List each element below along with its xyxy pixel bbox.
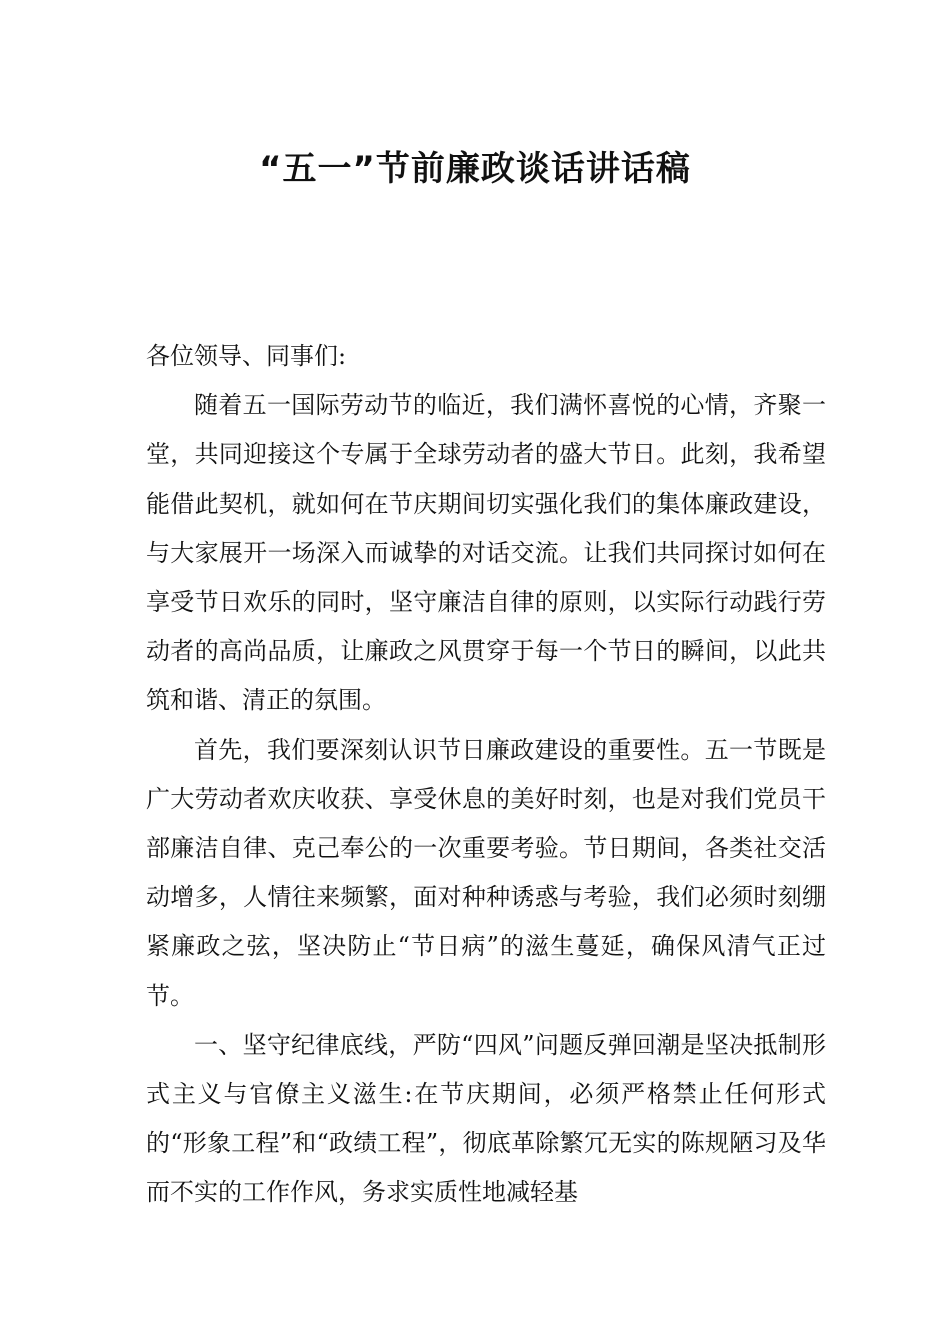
document-body — [146, 332, 826, 1218]
document-title: “五一”节前廉政谈话讲话稿 — [259, 149, 691, 189]
paragraph-2: 首先，我们要深刻认识节日廉政建设的重要性。五一节既是广大劳动者欢庆收获、享受休息的美好时刻，也是对我们党员干部廉洁自律、克己奉公的一次重要考验。节日期间，各类社交活动增多，人情往来频繁，面对种种诱惑与考验，我们必须时刻绷紧廉政之弦，坚决防止“节日病”的滋生蔓延，确保风清气正过节。 — [146, 735, 826, 1010]
paragraph-3: 一、坚守纪律底线，严防“四风”问题反弹回潮是坚决抵制形式主义与官僚主义滋生:在节庆期间，必须严格禁止任何形式的“形象工程”和“政绩工程”，彻底革除繁冗无实的陈规陋习及华而不实的工作作风，务求实质性地减轻基 — [146, 1030, 826, 1207]
paragraph-1: 随着五一国际劳动节的临近，我们满怀喜悦的心情，齐聚一堂，共同迎接这个专属于全球劳动者的盛大节日。此刻，我希望能借此契机，就如何在节庆期间切实强化我们的集体廉政建设，与大家展开一场深入而诚挚的对话交流。让我们共同探讨如何在享受节日欢乐的同时，坚守廉洁自律的原则，以实际行动践行劳动者的高尚品质，让廉政之风贯穿于每一个节日的瞬间，以此共筑和谐、清正的氛围。 — [146, 391, 826, 715]
salutation: 各位领导、同事们: — [146, 342, 347, 370]
